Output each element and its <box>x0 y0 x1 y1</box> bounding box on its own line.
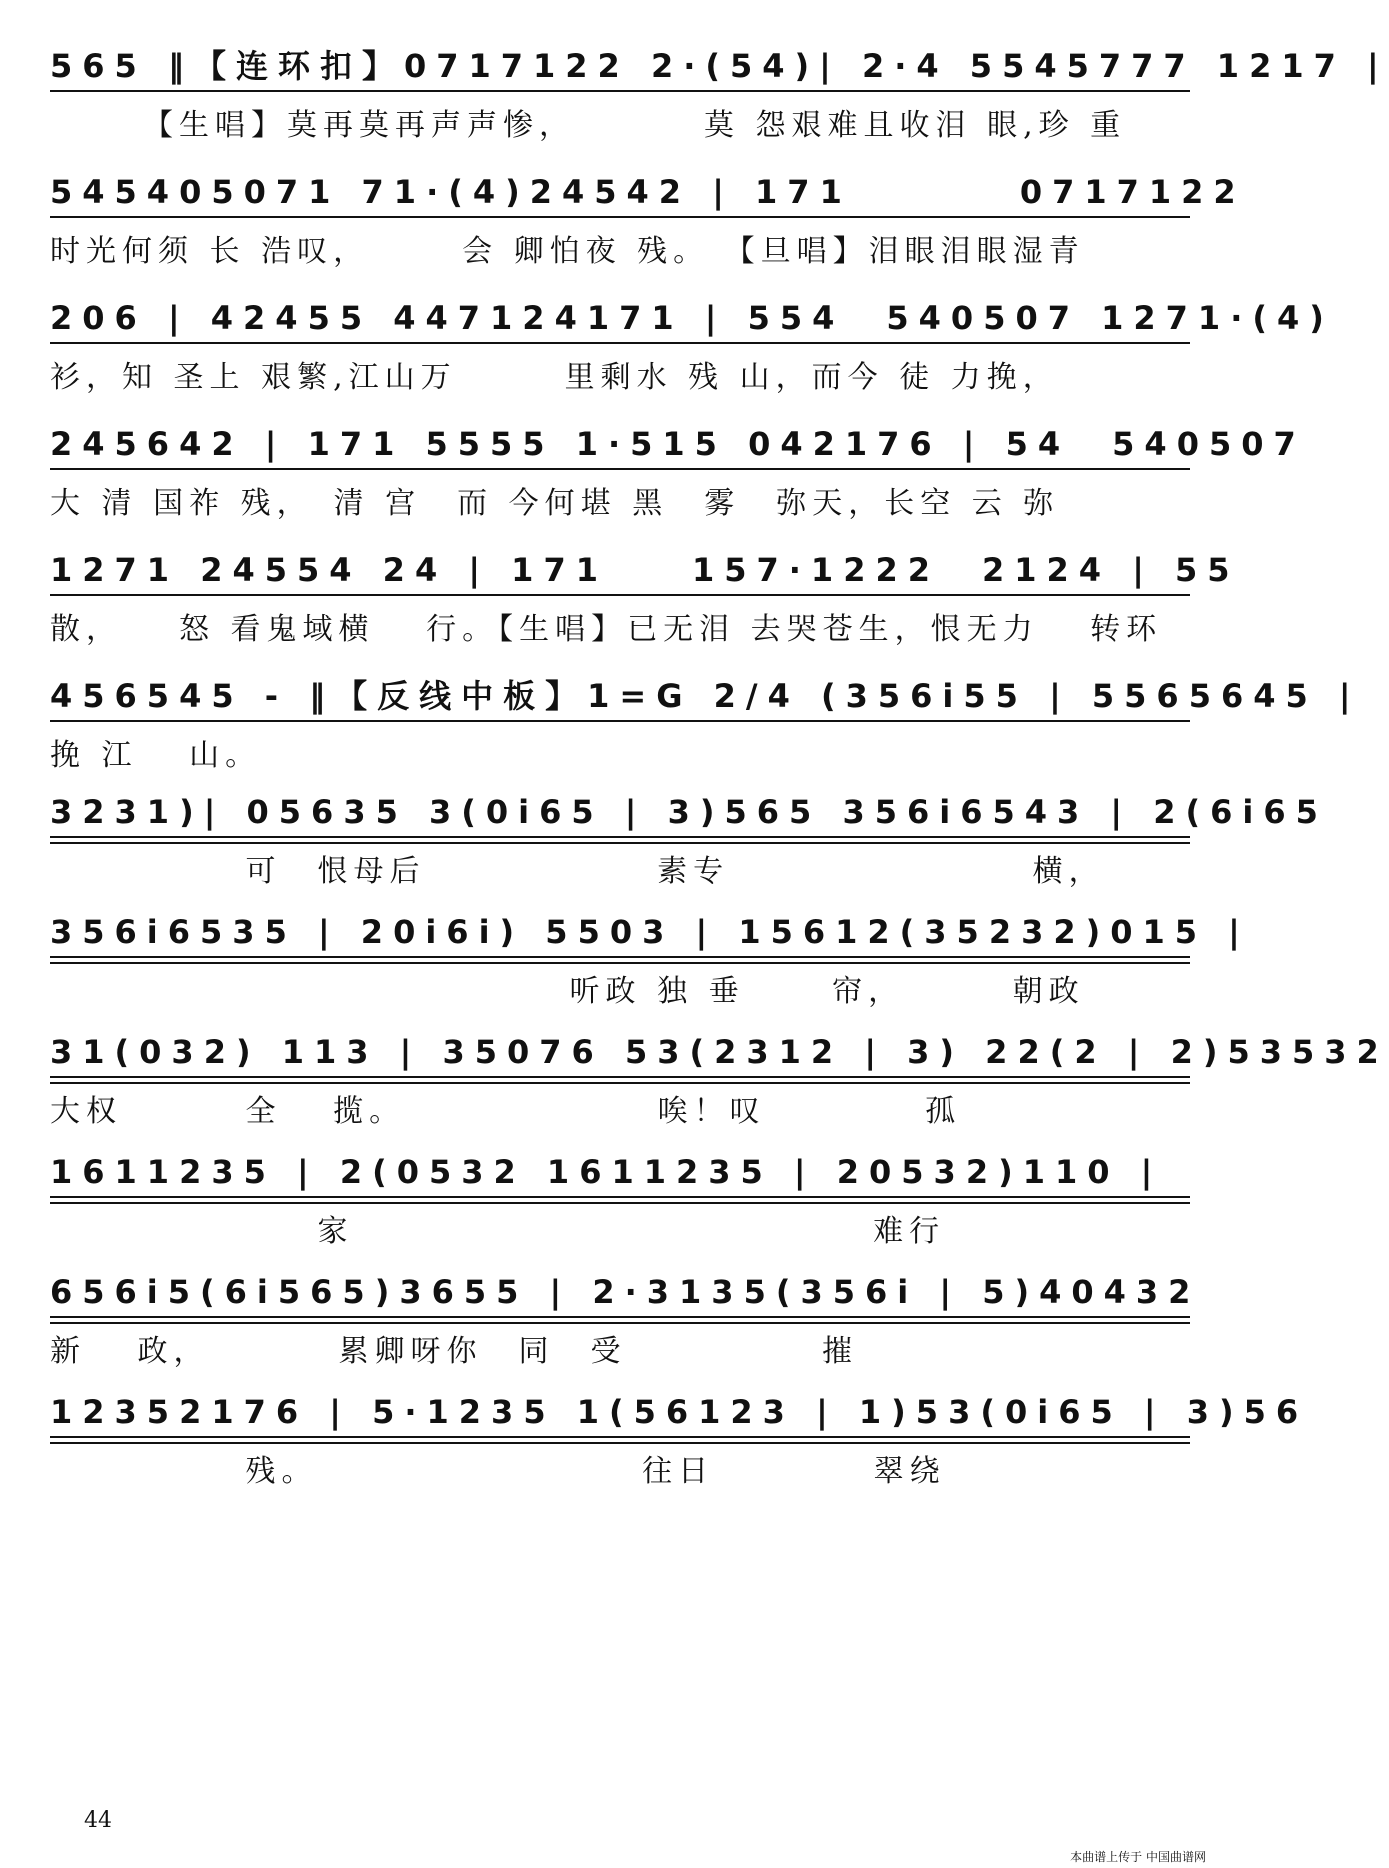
jianpu-notes: 3231)| 05635 3(0i65 | 3)565 356i6543 | 2(6i65 <box>50 793 1328 831</box>
jianpu-notes: 206 | 42455 447124171 | 554 540507 1271·(4) <box>50 299 1334 337</box>
note-underline <box>50 1196 1190 1198</box>
lyrics-line: 听政 独 垂 帘， 朝政 <box>50 974 1085 1009</box>
note-underline <box>50 216 1190 218</box>
score-system-3 <box>0 292 1334 438</box>
score-system-2 <box>0 166 1246 312</box>
lyrics-line: 家 难行 <box>50 1214 946 1249</box>
note-underline <box>50 956 1190 958</box>
footer-credit: 本曲谱上传于 中国曲谱网 <box>1070 1850 1206 1864</box>
lyrics-line: 【生唱】莫再莫再声声惨， 莫 怨艰难且收泪 眼,珍 重 <box>50 108 1127 143</box>
jianpu-notes: 545405071 71·(4)24542 | 171 0717122 <box>50 173 1246 211</box>
note-double-underline <box>50 962 1190 964</box>
lyrics-line: 衫，知 圣上 艰繁,江山万 里剩水 残 山，而今 徒 力挽， <box>50 360 1059 395</box>
jianpu-notes: 656i5(6i565)3655 | 2·3135(356i | 5)40432 <box>50 1273 1201 1311</box>
note-underline <box>50 594 1190 596</box>
note-underline <box>50 836 1190 838</box>
jianpu-notes: 456545 - ‖【反线中板】1=G 2/4 (356i55 | 5565645 | <box>50 677 1361 715</box>
note-underline <box>50 1436 1190 1438</box>
jianpu-notes: 356i6535 | 20i6i) 5503 | 15612(35232)015 | <box>50 913 1250 951</box>
note-double-underline <box>50 842 1190 844</box>
lyrics-line: 残。 往日 翠绕 <box>50 1454 946 1489</box>
score-system-4 <box>0 418 1306 564</box>
jianpu-notes: 1271 24554 24 | 171 157·1222 2124 | 55 <box>50 551 1240 589</box>
lyrics-line: 新 政， 累卿呀你 同 受 摧 <box>50 1334 859 1369</box>
page-number: 44 <box>84 1808 112 1833</box>
note-underline <box>50 720 1190 722</box>
note-underline <box>50 468 1190 470</box>
jianpu-notes: 245642 | 171 5555 1·515 042176 | 54 540507 <box>50 425 1306 463</box>
score-system-5 <box>0 544 1240 690</box>
score-system-1 <box>0 40 1389 186</box>
note-double-underline <box>50 1322 1190 1324</box>
jianpu-notes: 12352176 | 5·1235 1(56123 | 1)53(0i65 | 3)56 <box>50 1393 1309 1431</box>
note-underline <box>50 1316 1190 1318</box>
note-double-underline <box>50 1082 1190 1084</box>
note-double-underline <box>50 1202 1190 1204</box>
note-underline <box>50 1076 1190 1078</box>
note-underline <box>50 90 1190 92</box>
lyrics-line: 大 清 国祚 残， 清 宫 而 今何堪 黑 雾 弥天，长空 云 弥 <box>50 486 1060 521</box>
lyrics-line: 大权 全 揽。 唉！叹 孤 <box>50 1094 962 1129</box>
note-double-underline <box>50 1442 1190 1444</box>
jianpu-notes: 565 ‖【连环扣】0717122 2·(54)| 2·4 5545777 1217 | <box>50 47 1389 85</box>
lyrics-line: 可 恨母后 素专 横， <box>50 854 1105 889</box>
lyrics-line: 散， 怒 看鬼域横 行。【生唱】已无泪 去哭苍生，恨无力 转环 <box>50 612 1163 647</box>
jianpu-notes: 31(032) 113 | 35076 53(2312 | 3) 22(2 | 2)53532 <box>50 1033 1389 1071</box>
note-underline <box>50 342 1190 344</box>
lyrics-line: 时光何须 长 浩叹， 会 卿怕夜 残。 【旦唱】泪眼泪眼湿青 <box>50 234 1085 269</box>
jianpu-notes: 1611235 | 2(0532 1611235 | 20532)110 | <box>50 1153 1163 1191</box>
lyrics-line: 挽 江 山。 <box>50 738 262 773</box>
score-system-12 <box>0 1386 1309 1532</box>
